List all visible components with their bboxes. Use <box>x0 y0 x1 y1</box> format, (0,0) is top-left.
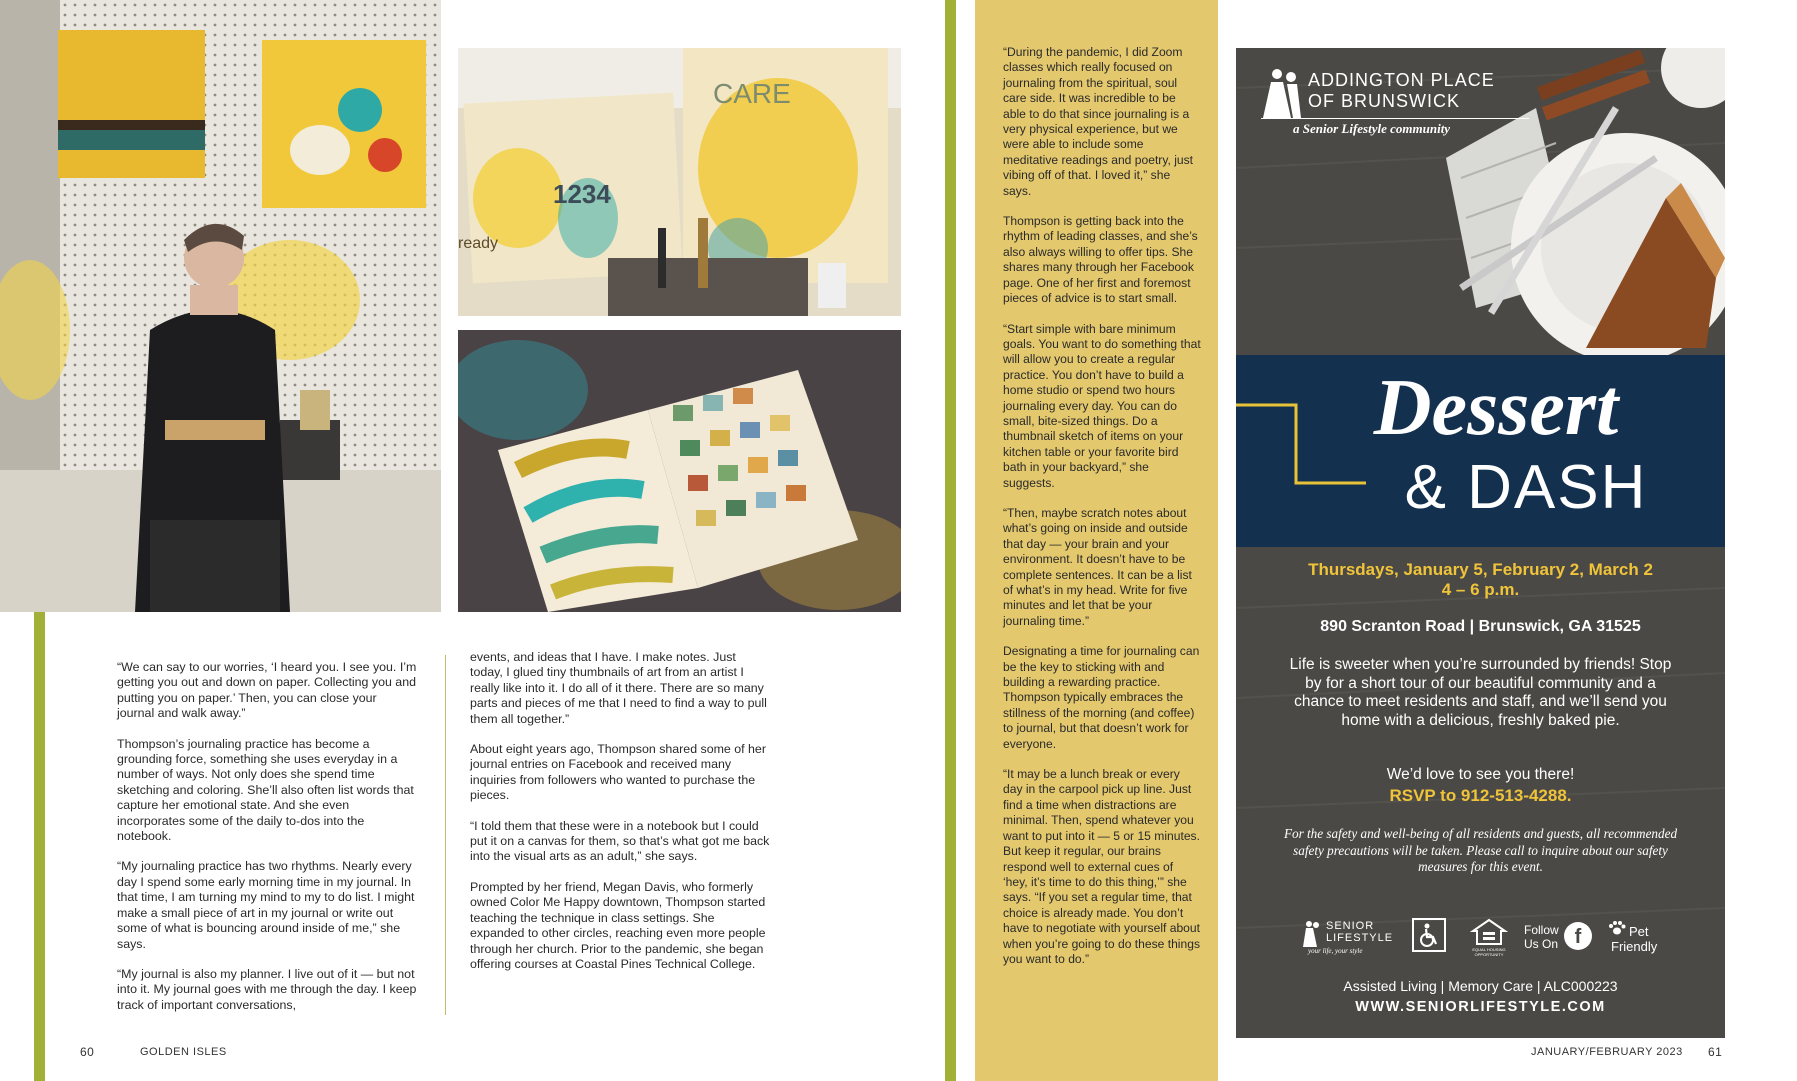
article-paragraph: About eight years ago, Thompson shared some of her journal entries on Facebook and received many inquiries from followers who wanted to purchase the pieces. <box>470 742 766 803</box>
artist-portrait-illustration <box>0 0 441 612</box>
sidebar-column-text <box>1003 45 1201 982</box>
article-paragraph: Thompson’s journaling practice has become a grounding force, something she uses everyday in a number of ways. Not only does she spend time sketching and coloring. She’ll also often list words that capture her emotional state. And she even incorporates some of the daily to-dos into the notebook. <box>117 736 414 844</box>
dancing-couple-logo-icon <box>1261 68 1305 120</box>
article-paragraph: Prompted by her friend, Megan Davis, who formerly owned Color Me Happy downtown, Thompson started teaching the technique in class settings. She expanded to other circles, reaching even more people through her church. Prior to the pandemic, she began offering courses at Coastal Pines Technical College. <box>470 879 766 971</box>
journal-photo <box>458 330 901 612</box>
senior-lifestyle-logo-line-1: SENIOR <box>1326 920 1375 932</box>
article-paragraph: “My journaling practice has two rhythms. Nearly every day I spend some early morning time in my journal. In that time, I am turning my mind to my to do list. I might make a small piece of art in my journal or write out some of what is bouncing around inside of me,” she says. <box>117 859 415 951</box>
event-time: 4 – 6 p.m. <box>1441 580 1520 599</box>
senior-lifestyle-logo-line-2: LIFESTYLE <box>1326 932 1394 944</box>
sidebar-paragraph: “Then, maybe scratch notes about what’s going on inside and outside that day — your brain and your environment. It doesn’t have to be complete sentences. It can be a list of what’s in my head. Write for five minutes and let that be your journaling time.” <box>1003 505 1192 628</box>
sidebar-paragraph: “During the pandemic, I did Zoom classes which really focused on journaling from the spiritual, soul care side. It was incredible to be able to do that since journaling is a very physical experience, but we were able to include some meditative readings and poetry, just vibing off of that. I loved it,” she says. <box>1003 45 1194 198</box>
article-paragraph: “We can say to our worries, ‘I heard you. I see you. I’m getting you out and down on paper. Collecting you and putting you on paper.’ Then, you can close your journal and walk away.” <box>117 660 417 721</box>
event-invite: We’d love to see you there! <box>1386 766 1575 783</box>
column-divider <box>445 655 446 1015</box>
article-column-1 <box>117 660 417 1028</box>
article-paragraph: “I told them that these were in a notebook but I could put it on a canvas for them, so that’s what got me back into the visual arts as an adult,” she says. <box>470 818 770 864</box>
rsvp-phone: RSVP to 912-513-4288. <box>1389 786 1572 805</box>
accessibility-icon <box>1412 918 1446 952</box>
sidebar-paragraph: “Start simple with bare minimum goals. You want to do something that will allow you to create a regular practice. You don’t have to build a home studio or spend two hours journaling every day. You can do small, bite-sized things. Do a thumbnail sketch of items on your kitchen table or your favorite bird bath in your backyard,” she suggests. <box>1003 321 1201 490</box>
sidebar-paragraph: Designating a time for journaling can be the key to sticking with and building a rewarding practice. Thompson typically embraces the stillness of the morning (and coffee) to journal, but that doesn’t work for everyone. <box>1003 644 1200 751</box>
website-url[interactable]: WWW.SENIORLIFESTYLE.COM <box>1355 999 1606 1015</box>
equal-housing-icon <box>1470 918 1508 946</box>
canvas-numbers: 1234 <box>553 179 611 209</box>
brand-name-line-2: OF BRUNSWICK <box>1308 91 1461 111</box>
canvas-word-ready: ready <box>458 235 499 252</box>
paw-print-icon <box>1608 920 1626 936</box>
artist-portrait-photo <box>0 0 441 612</box>
brand-tagline: a Senior Lifestyle community <box>1293 121 1451 136</box>
dessert-and-dash-ad <box>1236 48 1725 1038</box>
journal-illustration <box>458 330 901 612</box>
pet-friendly-line-1: Pet <box>1629 924 1649 939</box>
article-paragraph: “My journal is also my planner. I live out of it — but not into it. My journal goes with me through the day. I keep track of important conversations, <box>117 966 417 1012</box>
services-line: Assisted Living | Memory Care | ALC000223 <box>1343 978 1618 994</box>
safety-notice: For the safety and well-being of all residents and guests, all recommended safety precautions will be taken. Please call to inquire about our safety measures for this event. <box>1283 826 1678 874</box>
equal-housing-label: EQUAL HOUSING OPPORTUNITY <box>1472 947 1506 957</box>
headline-dash: & DASH <box>1404 453 1648 522</box>
pet-friendly-line-2: Friendly <box>1611 939 1658 954</box>
article-paragraph: events, and ideas that I have. I make notes. Just today, I glued tiny thumbnails of art from an artist I really like into it. I do all of it there. There are so many parts and pieces of me that I need to find a way to pull them all together.” <box>470 650 767 726</box>
article-column-2 <box>470 650 770 987</box>
left-magazine-name: GOLDEN ISLES <box>140 1046 227 1058</box>
follow-us-line-2: Us On <box>1524 937 1559 951</box>
event-dates: Thursdays, January 5, February 2, March 2 <box>1308 560 1653 579</box>
gutter-accent-bar <box>945 0 956 1081</box>
right-issue-date: JANUARY/FEBRUARY 2023 <box>1531 1046 1683 1058</box>
right-page-number: 61 <box>1708 1045 1723 1059</box>
senior-lifestyle-logo-tagline: your life, your style <box>1308 947 1363 955</box>
facebook-icon[interactable]: f <box>1564 922 1592 950</box>
follow-us-line-1: Follow <box>1524 923 1559 937</box>
canvas-word-care: CARE <box>713 78 791 109</box>
canvases-illustration <box>458 48 901 316</box>
sidebar-paragraph: “It may be a lunch break or every day in the carpool pick up line. Just find a time when distractions are minimal. Then, spend whatever you want to put into it — 5 or 15 minutes. But keep it regular, our brains respond well to external cues of ‘hey, it’s time to do this thing,’” she says. “If you set a regular time, that choice is already made. You don’t have to negotiate with yourself about when you’re going to do these things you want to do.” <box>1003 767 1200 966</box>
headline-dessert: Dessert <box>1373 364 1619 452</box>
sidebar-paragraph: Thompson is getting back into the rhythm of leading classes, and she’s also always willing to offer tips. She shares many through her Facebook page. One of her first and foremost pieces of advice is to start small. <box>1003 214 1198 306</box>
left-page-number: 60 <box>80 1045 95 1059</box>
brand-rule <box>1261 118 1529 119</box>
brand-name-line-1: ADDINGTON PLACE <box>1308 70 1495 90</box>
senior-lifestyle-logo-icon <box>1302 920 1322 948</box>
event-description: Life is sweeter when you’re surrounded by friends! Stop by for a short tour of our beautiful community and a chance to meet residents and staff, and we’ll send you home with a delicious, freshly baked pie. <box>1289 656 1672 729</box>
event-address: 890 Scranton Road | Brunswick, GA 31525 <box>1320 618 1641 635</box>
canvases-photo <box>458 48 901 316</box>
